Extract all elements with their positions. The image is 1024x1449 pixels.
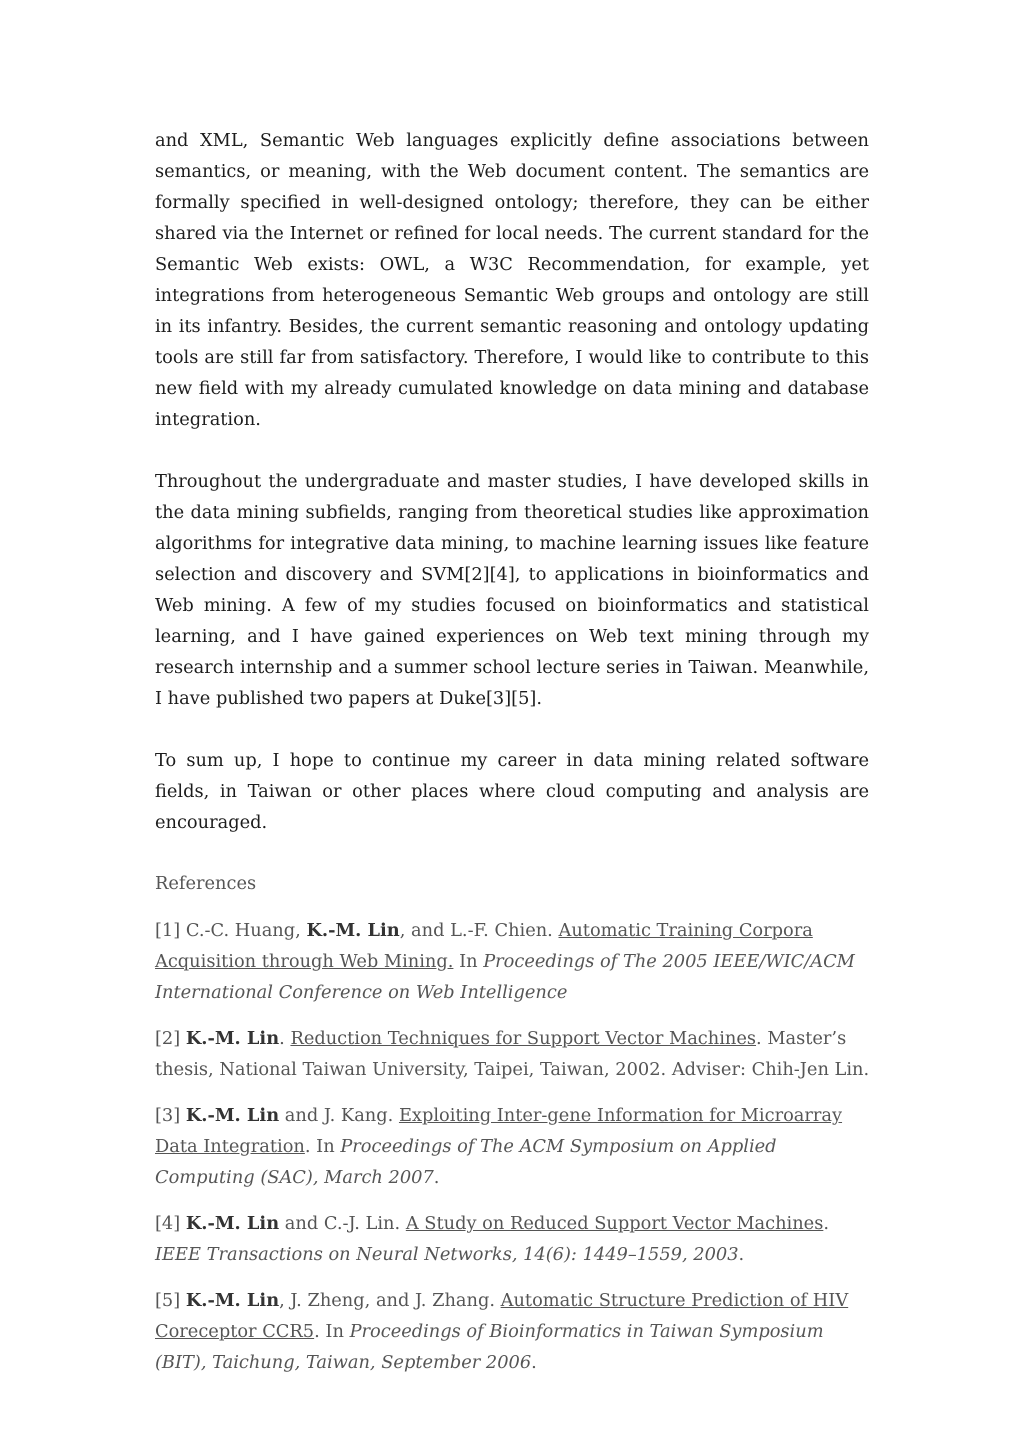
ref-venue: Proceedings of The 2005 IEEE/WIC/ACM International Conference on Web Intelligence bbox=[155, 951, 855, 1003]
ref-separator: In bbox=[453, 951, 484, 972]
ref-number: [2] bbox=[155, 1028, 186, 1049]
ref-authors-pre: C.-C. Huang, bbox=[185, 920, 307, 941]
ref-separator: . bbox=[823, 1213, 829, 1234]
ref-highlight-author: K.-M. Lin bbox=[185, 1028, 280, 1049]
ref-number: [5] bbox=[155, 1290, 186, 1311]
ref-authors-post: , and L.-F. Chien. bbox=[399, 920, 559, 941]
reference-item-3 bbox=[155, 1100, 875, 1193]
ref-separator: . In bbox=[304, 1136, 341, 1157]
ref-authors-post: . bbox=[279, 1028, 291, 1049]
ref-title-link[interactable]: Automatic Structure Prediction of HIV Coreceptor CCR5 bbox=[155, 1290, 849, 1342]
ref-highlight-author: K.-M. Lin bbox=[185, 1105, 280, 1126]
ref-title-link[interactable]: Automatic Training Corpora Acquisition through Web Mining. bbox=[155, 920, 813, 972]
ref-authors-post: , J. Zheng, and J. Zhang. bbox=[279, 1290, 501, 1311]
reference-item-1 bbox=[155, 915, 875, 1008]
ref-separator: . In bbox=[314, 1321, 350, 1342]
ref-venue: Proceedings of Bioinformatics in Taiwan Symposium (BIT), Taichung, Taiwan, September 2006 bbox=[155, 1321, 824, 1373]
ref-highlight-author: K.-M. Lin bbox=[185, 1213, 280, 1234]
ref-tail: . bbox=[531, 1352, 537, 1373]
body-paragraph-2: Throughout the undergraduate and master studies, I have developed skills in the data mining subfields, ranging from theoretical studies like approximation algorithms for integrative data mining, to machine learning issues like feature selection and discovery and SVM[2][4], to applications in bioinformatics and Web mining. A few of my studies focused on bioinformatics and statistical learning, and I have gained experiences on Web text mining through my research internship and a summer school lecture series in Taiwan. Meanwhile, I have published two papers at Duke[3][5]. bbox=[155, 471, 869, 709]
ref-number: [3] bbox=[155, 1105, 186, 1126]
ref-tail: . bbox=[433, 1167, 440, 1188]
ref-separator: . Master’s thesis, National Taiwan University, Taipei, Taiwan, 2002. Adviser: Chih-Jen Lin. bbox=[155, 1028, 870, 1080]
ref-tail: . bbox=[738, 1244, 745, 1265]
reference-item-5 bbox=[155, 1285, 875, 1378]
ref-number: [1] bbox=[155, 920, 186, 941]
ref-venue: Proceedings of The ACM Symposium on Applied Computing (SAC), March 2007 bbox=[155, 1136, 777, 1188]
body-paragraph-3: To sum up, I hope to continue my career in data mining related software fields, in Taiwan or other places where cloud computing and analysis are encouraged. bbox=[155, 750, 869, 833]
ref-highlight-author: K.-M. Lin bbox=[185, 1290, 280, 1311]
reference-item-4 bbox=[155, 1208, 875, 1270]
ref-title-link[interactable]: Reduction Techniques for Support Vector Machines bbox=[290, 1028, 757, 1049]
ref-venue: IEEE Transactions on Neural Networks, 14(6): 1449–1559, 2003 bbox=[155, 1244, 739, 1265]
ref-title-link[interactable]: A Study on Reduced Support Vector Machines bbox=[405, 1213, 824, 1234]
references-heading: References bbox=[155, 873, 257, 894]
body-paragraph-1: and XML, Semantic Web languages explicitly define associations between semantics, or meaning, with the Web document content. The semantics are formally specified in well-designed ontology; therefore, they can be either shared via the Internet or refined for local needs. The current standard for the Semantic Web exists: OWL, a W3C Recommendation, for example, yet integrations from heterogeneous Semantic Web groups and ontology are still in its infantry. Besides, the current semantic reasoning and ontology updating tools are still far from satisfactory. Therefore, I would like to contribute to this new field with my already cumulated knowledge on data mining and database integration. bbox=[155, 130, 869, 430]
reference-item-2 bbox=[155, 1023, 875, 1085]
ref-authors-post: and C.-J. Lin. bbox=[279, 1213, 406, 1234]
document-page bbox=[155, 125, 869, 1393]
ref-title-link[interactable]: Exploiting Inter-gene Information for Microarray Data Integration bbox=[155, 1105, 843, 1157]
ref-authors-post: and J. Kang. bbox=[279, 1105, 399, 1126]
ref-number: [4] bbox=[155, 1213, 186, 1234]
ref-highlight-author: K.-M. Lin bbox=[306, 920, 400, 941]
